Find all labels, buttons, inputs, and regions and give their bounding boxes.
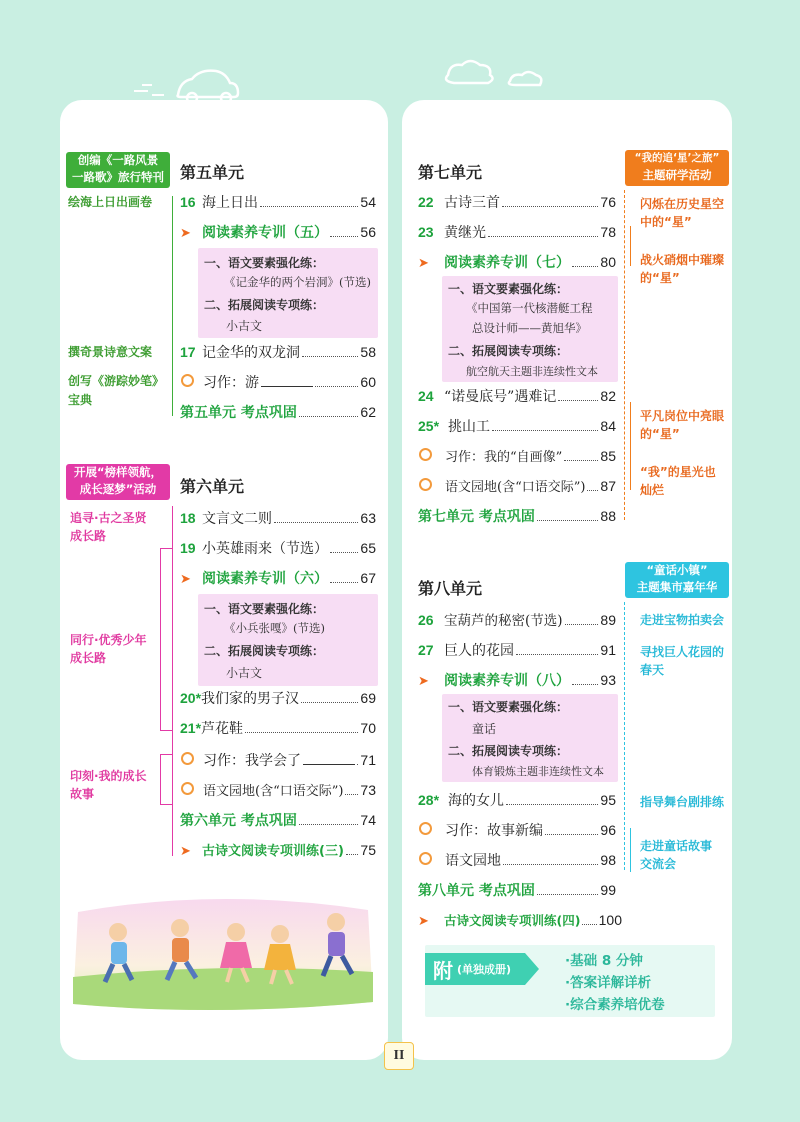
circle-icon — [181, 752, 194, 765]
toc-entry[interactable]: 24 “诺曼底号”遇难记 82 — [418, 388, 616, 405]
unit6-bracket — [160, 548, 161, 730]
unit5-reading-subbox: 一、语文要素强化练： 《记金华的两个岩洞》(节选) 二、拓展阅读专项练： 小古文 — [198, 248, 378, 338]
toc-entry[interactable]: 习作：游 60 — [180, 372, 376, 392]
unit6-reading-subbox: 一、语文要素强化练： 《小兵张嘎》(节选) 二、拓展阅读专项练： 小古文 — [198, 594, 378, 686]
unit6-title: 第六单元 — [180, 477, 245, 496]
unit7-reading-subbox: 一、语文要素强化练： 《中国第一代核潜艇工程 总设计师——黄旭华》 二、拓展阅读专项练： 航空航天主题非连续性文本 — [442, 276, 618, 382]
unit5-side-note: 创写《游踪妙笔》 — [68, 374, 165, 388]
toc-entry[interactable]: 27 巨人的花园 91 — [418, 642, 616, 659]
toc-entry[interactable]: 习作：故事新编 96 — [418, 820, 616, 840]
toc-entry[interactable]: 20* 我们家的男子汉 69 — [180, 690, 376, 707]
toc-entry[interactable]: 习作：我的“自画像” 85 — [418, 446, 616, 466]
toc-entry[interactable]: 25* 挑山工 84 — [418, 418, 616, 435]
unit7-side-note: 灿烂 — [640, 483, 665, 497]
unit7-title: 第七单元 — [418, 163, 483, 182]
children-running-illustration — [68, 892, 378, 1012]
unit5-side-note: 绘海上日出画卷 — [68, 195, 153, 209]
unit6-activity-banner: 开展“榜样领航， 成长逐梦”活动 — [66, 464, 170, 500]
appendix-label: 附 — [433, 959, 453, 983]
unit8-side-note: 春天 — [640, 663, 665, 677]
unit7-connector — [624, 190, 625, 520]
unit5-side-note: 撰奇景诗意文案 — [68, 345, 153, 359]
unit7-side-note: 平凡岗位中亮眼 — [640, 409, 725, 423]
appendix-item: ·基础 8 分钟 — [565, 953, 643, 969]
unit6-side-note: 成长路 — [70, 529, 107, 543]
circle-icon — [181, 374, 194, 387]
unit7-activity-banner: “我的追‘星’之旅” 主题研学活动 — [625, 150, 729, 186]
circle-icon — [419, 852, 432, 865]
toc-entry[interactable]: 26 宝葫芦的秘密(节选) 89 — [418, 612, 616, 629]
toc-entry[interactable]: 23 黄继光 78 — [418, 224, 616, 241]
unit5-title: 第五单元 — [180, 163, 245, 182]
page-number: II — [384, 1042, 414, 1070]
appendix-item: ·综合素养培优卷 — [565, 997, 665, 1013]
toc-entry[interactable]: 22 古诗三首 76 — [418, 194, 616, 211]
toc-entry[interactable]: ➤ 古诗文阅读专项训练(四) 100 — [418, 910, 622, 930]
toc-entry[interactable]: 16 海上日出 54 — [180, 194, 376, 211]
unit7-side-note: 的“星” — [640, 271, 680, 285]
arrow-icon: ➤ — [180, 844, 191, 859]
toc-entry[interactable]: ➤ 阅读素养专训（七） 80 — [418, 252, 616, 272]
unit8-activity-banner: “童话小镇” 主题集市嘉年华 — [625, 562, 729, 598]
toc-entry[interactable]: 语文园地(含“口语交际”) 87 — [418, 476, 616, 496]
unit6-side-note: 印刻·我的成长 — [70, 769, 147, 783]
car-icon — [134, 71, 238, 103]
unit6-side-note: 同行·优秀少年 — [70, 633, 147, 647]
toc-entry[interactable]: 17 记金华的双龙洞 58 — [180, 344, 376, 361]
toc-entry[interactable]: 习作：我学会了 71 — [180, 750, 376, 770]
circle-icon — [419, 448, 432, 461]
toc-entry[interactable]: 28* 海的女儿 95 — [418, 792, 616, 809]
arrow-icon: ➤ — [418, 674, 429, 689]
arrow-icon: ➤ — [418, 914, 429, 929]
appendix-item: ·答案详解详析 — [565, 975, 652, 991]
unit6-side-note: 故事 — [70, 787, 95, 801]
unit7-side-note: 中的“星” — [640, 215, 692, 229]
toc-entry[interactable]: 第七单元 考点巩固 88 — [418, 508, 616, 525]
unit6-connector — [172, 506, 173, 856]
arrow-icon: ➤ — [180, 572, 191, 587]
toc-entry[interactable]: 18 文言文二则 63 — [180, 510, 376, 527]
toc-entry[interactable]: 21* 芦花鞋 70 — [180, 720, 376, 737]
unit5-side-note: 宝典 — [68, 393, 93, 407]
arrow-icon: ➤ — [418, 256, 429, 271]
unit8-side-note: 指导舞台剧排练 — [640, 795, 725, 809]
unit8-reading-subbox: 一、语文要素强化练： 童话 二、拓展阅读专项练： 体育锻炼主题非连续性文本 — [442, 694, 618, 782]
unit5-activity-banner: 创编《一路风景 一路歌》旅行特刊 — [66, 152, 170, 188]
appendix-box — [425, 945, 715, 1017]
cloud-icon — [446, 61, 541, 85]
unit7-side-note: “我”的星光也 — [640, 465, 716, 479]
unit8-side-note: 走进宝物拍卖会 — [640, 613, 725, 627]
toc-entry[interactable]: ➤ 阅读素养专训（六） 67 — [180, 568, 376, 588]
unit8-side-note: 走进童话故事 — [640, 839, 713, 853]
unit6-side-note: 成长路 — [70, 651, 107, 665]
unit7-side-note: 战火硝烟中璀璨 — [640, 253, 725, 267]
toc-entry[interactable]: 19 小英雄雨来（节选） 65 — [180, 540, 376, 557]
unit6-side-note: 追寻·古之圣贤 — [70, 511, 147, 525]
toc-entry[interactable]: 语文园地 98 — [418, 850, 616, 870]
arrow-icon: ➤ — [180, 226, 191, 241]
unit8-side-note: 寻找巨人花园的 — [640, 645, 725, 659]
unit8-side-note: 交流会 — [640, 857, 677, 871]
appendix-sublabel: (单独成册) — [457, 963, 512, 976]
unit7-side-note: 闪烁在历史星空 — [640, 197, 725, 211]
toc-entry[interactable]: 第六单元 考点巩固 74 — [180, 812, 376, 829]
unit7-side-note: 的“星” — [640, 427, 680, 441]
toc-entry[interactable]: 第八单元 考点巩固 99 — [418, 882, 616, 899]
toc-entry[interactable]: ➤ 古诗文阅读专项训练(三) 75 — [180, 840, 376, 860]
toc-entry[interactable]: ➤ 阅读素养专训（五） 56 — [180, 222, 376, 242]
unit8-title: 第八单元 — [418, 579, 483, 598]
circle-icon — [419, 822, 432, 835]
unit5-connector — [172, 196, 173, 416]
circle-icon — [419, 478, 432, 491]
circle-icon — [181, 782, 194, 795]
toc-entry[interactable]: ➤ 阅读素养专训（八） 93 — [418, 670, 616, 690]
toc-entry[interactable]: 语文园地(含“口语交际”) 73 — [180, 780, 376, 800]
unit8-connector — [624, 602, 625, 870]
toc-entry[interactable]: 第五单元 考点巩固 62 — [180, 404, 376, 421]
